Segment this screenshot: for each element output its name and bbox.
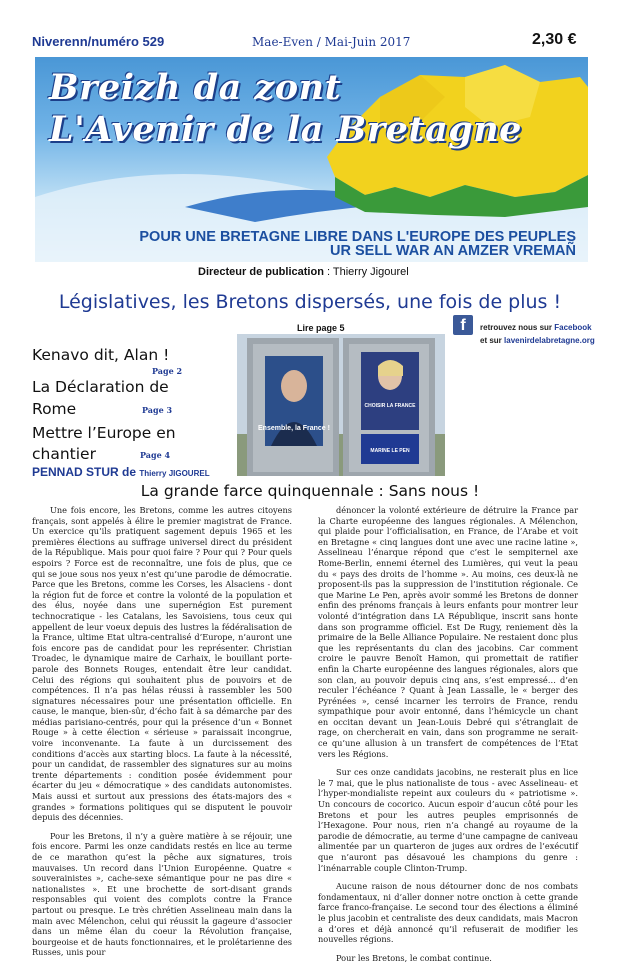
follow-website-prefix: et sur: [480, 336, 505, 345]
poster1-slogan: Ensemble, la France !: [258, 425, 330, 432]
toc-page-4: Page 4: [140, 450, 171, 460]
article-paragraph: Une fois encore, les Bretons, comme les autres citoyens français, sont appelés à élire le premier magistrat de France. Un exercice qu’ils pratiquent sagement depuis 1965 et les premières élections au suffrage universel direct du président de la République. Mais pour quoi faire ? Pour qui ? Pour quels espoirs ? Force est de reconnaître, une fois de plus, que ce qui se joue sous nos yeux n’est qu’une parodie de démocratie. Parce que les Bretons, comme les Corses, les Alsaciens - dont la région fut de force et contre la volonté de la population et des élus, noyée dans une supernégion Est purement technocratique - les Catalans, les Savoisiens, tous ceux qui appellent de leur voeux depuis des lustres la fédéralisation de la France, ultime Etat ultra-centralisé d’Europe, n’auront une fois encore pas de candidat pour les représenter. Christian Troadec, le dynamique maire de Carhaix, le bouillant porte-parole des Bonnets Rouges, entendait être leur candidat. Celui des régions qui souhaitent plus de pouvoirs et de compétences. Il n’a pas hélas réussi à rassembler les 500 signatures nécessaires pour une présentation officielle. En cause, le manque, bien-sûr, d’écho fait à sa démarche par des médias parisiano-centrés, pour qui la présence d’un « Bonnet Rouge » à cette élection « sérieuse » paraissait incongrue, voire inconvenante. La faute à un durcissement des conditions d’accès aux starting blocs. La faute à la nécessité, pour un candidat, de rassembler des signatures sur au moins trente départements : condition posée évidemment pour écarter du jeu « démocratique » des candidats autonomistes. Mais aussi et surtout aux pressions des états-majors des « grandes » formations politiques qui se disputent le pouvoir depuis des décennies.: [32, 505, 292, 823]
article-column-right: [318, 505, 578, 971]
article-paragraph: Aucune raison de nous détourner donc de nos combats fondamentaux, ni d’aller donner notre onction à cette grande farce franco-française. Le second tour des élections a éliminé le plus jacobin et centraliste des deux candidats, mais Macron a d’ores et déjà annoncé qu’il refuserait de modifier les nouvelles régions.: [318, 881, 578, 945]
toc-item-europe-line2[interactable]: chantier: [32, 445, 96, 463]
editorial-author: Thierry JIGOUREL: [139, 469, 210, 478]
toc-page-2: Page 2: [152, 366, 183, 376]
campaign-posters-image: [237, 334, 445, 476]
issue-date: Mae-Even / Mai-Juin 2017: [252, 35, 411, 49]
toc-item-declaration-line1[interactable]: La Déclaration de: [32, 378, 169, 396]
masthead-banner: [35, 57, 588, 262]
masthead-title-line2: L'Avenir de la Bretagne: [49, 109, 522, 150]
issue-price: 2,30 €: [532, 31, 577, 48]
follow-facebook: [480, 323, 592, 332]
poster2-name: MARINE LE PEN: [370, 448, 410, 454]
article-column-left: [32, 505, 292, 966]
front-headline: Législatives, les Bretons dispersés, une fois de plus !: [58, 291, 562, 313]
website-link[interactable]: lavenirdelabretagne.org: [504, 336, 595, 345]
editorial-label: PENNAD STUR de: [32, 465, 140, 479]
director-label: Directeur de publication: [198, 266, 324, 278]
article-paragraph: Sur ces onze candidats jacobins, ne resterait plus en lice le 7 mai, que le plus nationaliste de tous - avec Asselineau- et l’hyper-mondialiste repeint aux couleurs du « patriotisme ». Un concours de cocorico. Aucun espoir d’aucun côté pour les Bretons et pour les autres peuples emprisonnés de l’Hexagone. Pour nous, rien n’a changé au royaume de la parodie de démocratie, au terme d’une campagne de caniveau alimentée par un quarteron de juges aux ordres de l’exécutif que n’auront pas désavoué les champions du genre : l’inénarrable couple Clinton-Trump.: [318, 767, 578, 873]
follow-website: [480, 336, 595, 345]
publication-director: [198, 266, 409, 278]
follow-facebook-prefix: retrouvez nous sur: [480, 323, 555, 332]
toc-page-3: Page 3: [142, 405, 173, 415]
campaign-posters-photo: [237, 334, 445, 476]
facebook-link[interactable]: Facebook: [554, 323, 592, 332]
director-name: : Thierry Jigourel: [326, 266, 409, 278]
article-paragraph: Pour les Bretons, il n’y a guère matière à se réjouir, une fois encore. Parmi les onze candidats restés en lice au terme de ce marathon qu’est la pêche aux signatures, trois mauvaises. Un record dans l’Union Européenne. Quatre « souverainistes », cache-sexe sémantique pour ne pas dire « nationalistes ». Et une brochette de sort-disant grands responsables qui voient des complots contre la France partout ou presque. Le très chrétien Asselineau main dans la main avec Mélenchon, celui qui réussit la gageure d’associer dans un même élan du coeur la Révolution française, bourgeoise et de hauts fonctionnaires, et le prolétarienne des Russes, unis pour: [32, 830, 292, 958]
issue-number: Niverenn/numéro 529: [32, 34, 165, 49]
toc-item-declaration-line2[interactable]: Rome: [32, 400, 77, 418]
editorial-byline: [32, 465, 210, 479]
masthead-title-line1: Breizh da zont: [49, 67, 342, 108]
article-title: La grande farce quinquennale : Sans nous !: [140, 482, 480, 500]
facebook-icon[interactable]: f: [453, 315, 473, 335]
poster2-slogan: CHOISIR LA FRANCE: [364, 403, 416, 409]
article-paragraph: Pour les Bretons, le combat continue.: [336, 952, 492, 963]
article-paragraph: dénoncer la volonté extérieure de détruire la France par la Charte européenne des langues régionales. A Mélenchon, qui plaide pour l’officialisation, en France, de l’Arabe et voit en Bretagne « cinq langues dont une avec une racine latine », Asselineau l’énarque répond que c’est le sempiternel axe Rome-Berlin, ennemi éternel des Lumières, qui veut la peau du « pays des droits de l’homme ». Au moins, ces deux-là ne proposent-ils pas la suppression de l’institution régionale. Ce que Marine Le Pen, après avoir sommé les Bretons de donner enfin des prénoms français à leurs enfants pour montrer leur volonté d’intégration dans LA République, inscrit sans honte dans son programme officiel. Est De Rugy, reniement dès la primaire de la Belle Alliance Populaire. Ne restaient donc plus que les représentants du clan des jacobins. Car comment croire le pauvre Benoît Hamon, qui promettait de ratifier enfin la Charte européenne des langues régionales, alors que son clan, au pouvoir depuis cinq ans, s’est empressé… d’en reculer l’échéance ? Quant à Jean Lassalle, le « berger des Pyrénées », censé incarner les terroirs de France, rendu sympathique pour avoir entonné, dans l’hémicycle un chant en occitan devant un Jean-Louis Debré qui s’étranglait de rage, on chercherait en vain, dans son programme ne serait-ce qu’une allusion à un transfert de compétences de l’Etat vers les Régions.: [318, 505, 578, 759]
slogan-french: POUR UNE BRETAGNE LIBRE DANS L'EUROPE DES PEUPLES: [139, 229, 576, 245]
read-page-link[interactable]: Lire page 5: [297, 323, 345, 333]
slogan-breton: UR SELL WAR AN AMZER VREMAÑ: [330, 243, 576, 259]
toc-item-europe-line1[interactable]: Mettre l’Europe en: [32, 424, 176, 442]
toc-item-kenavo[interactable]: Kenavo dit, Alan !: [32, 346, 170, 364]
